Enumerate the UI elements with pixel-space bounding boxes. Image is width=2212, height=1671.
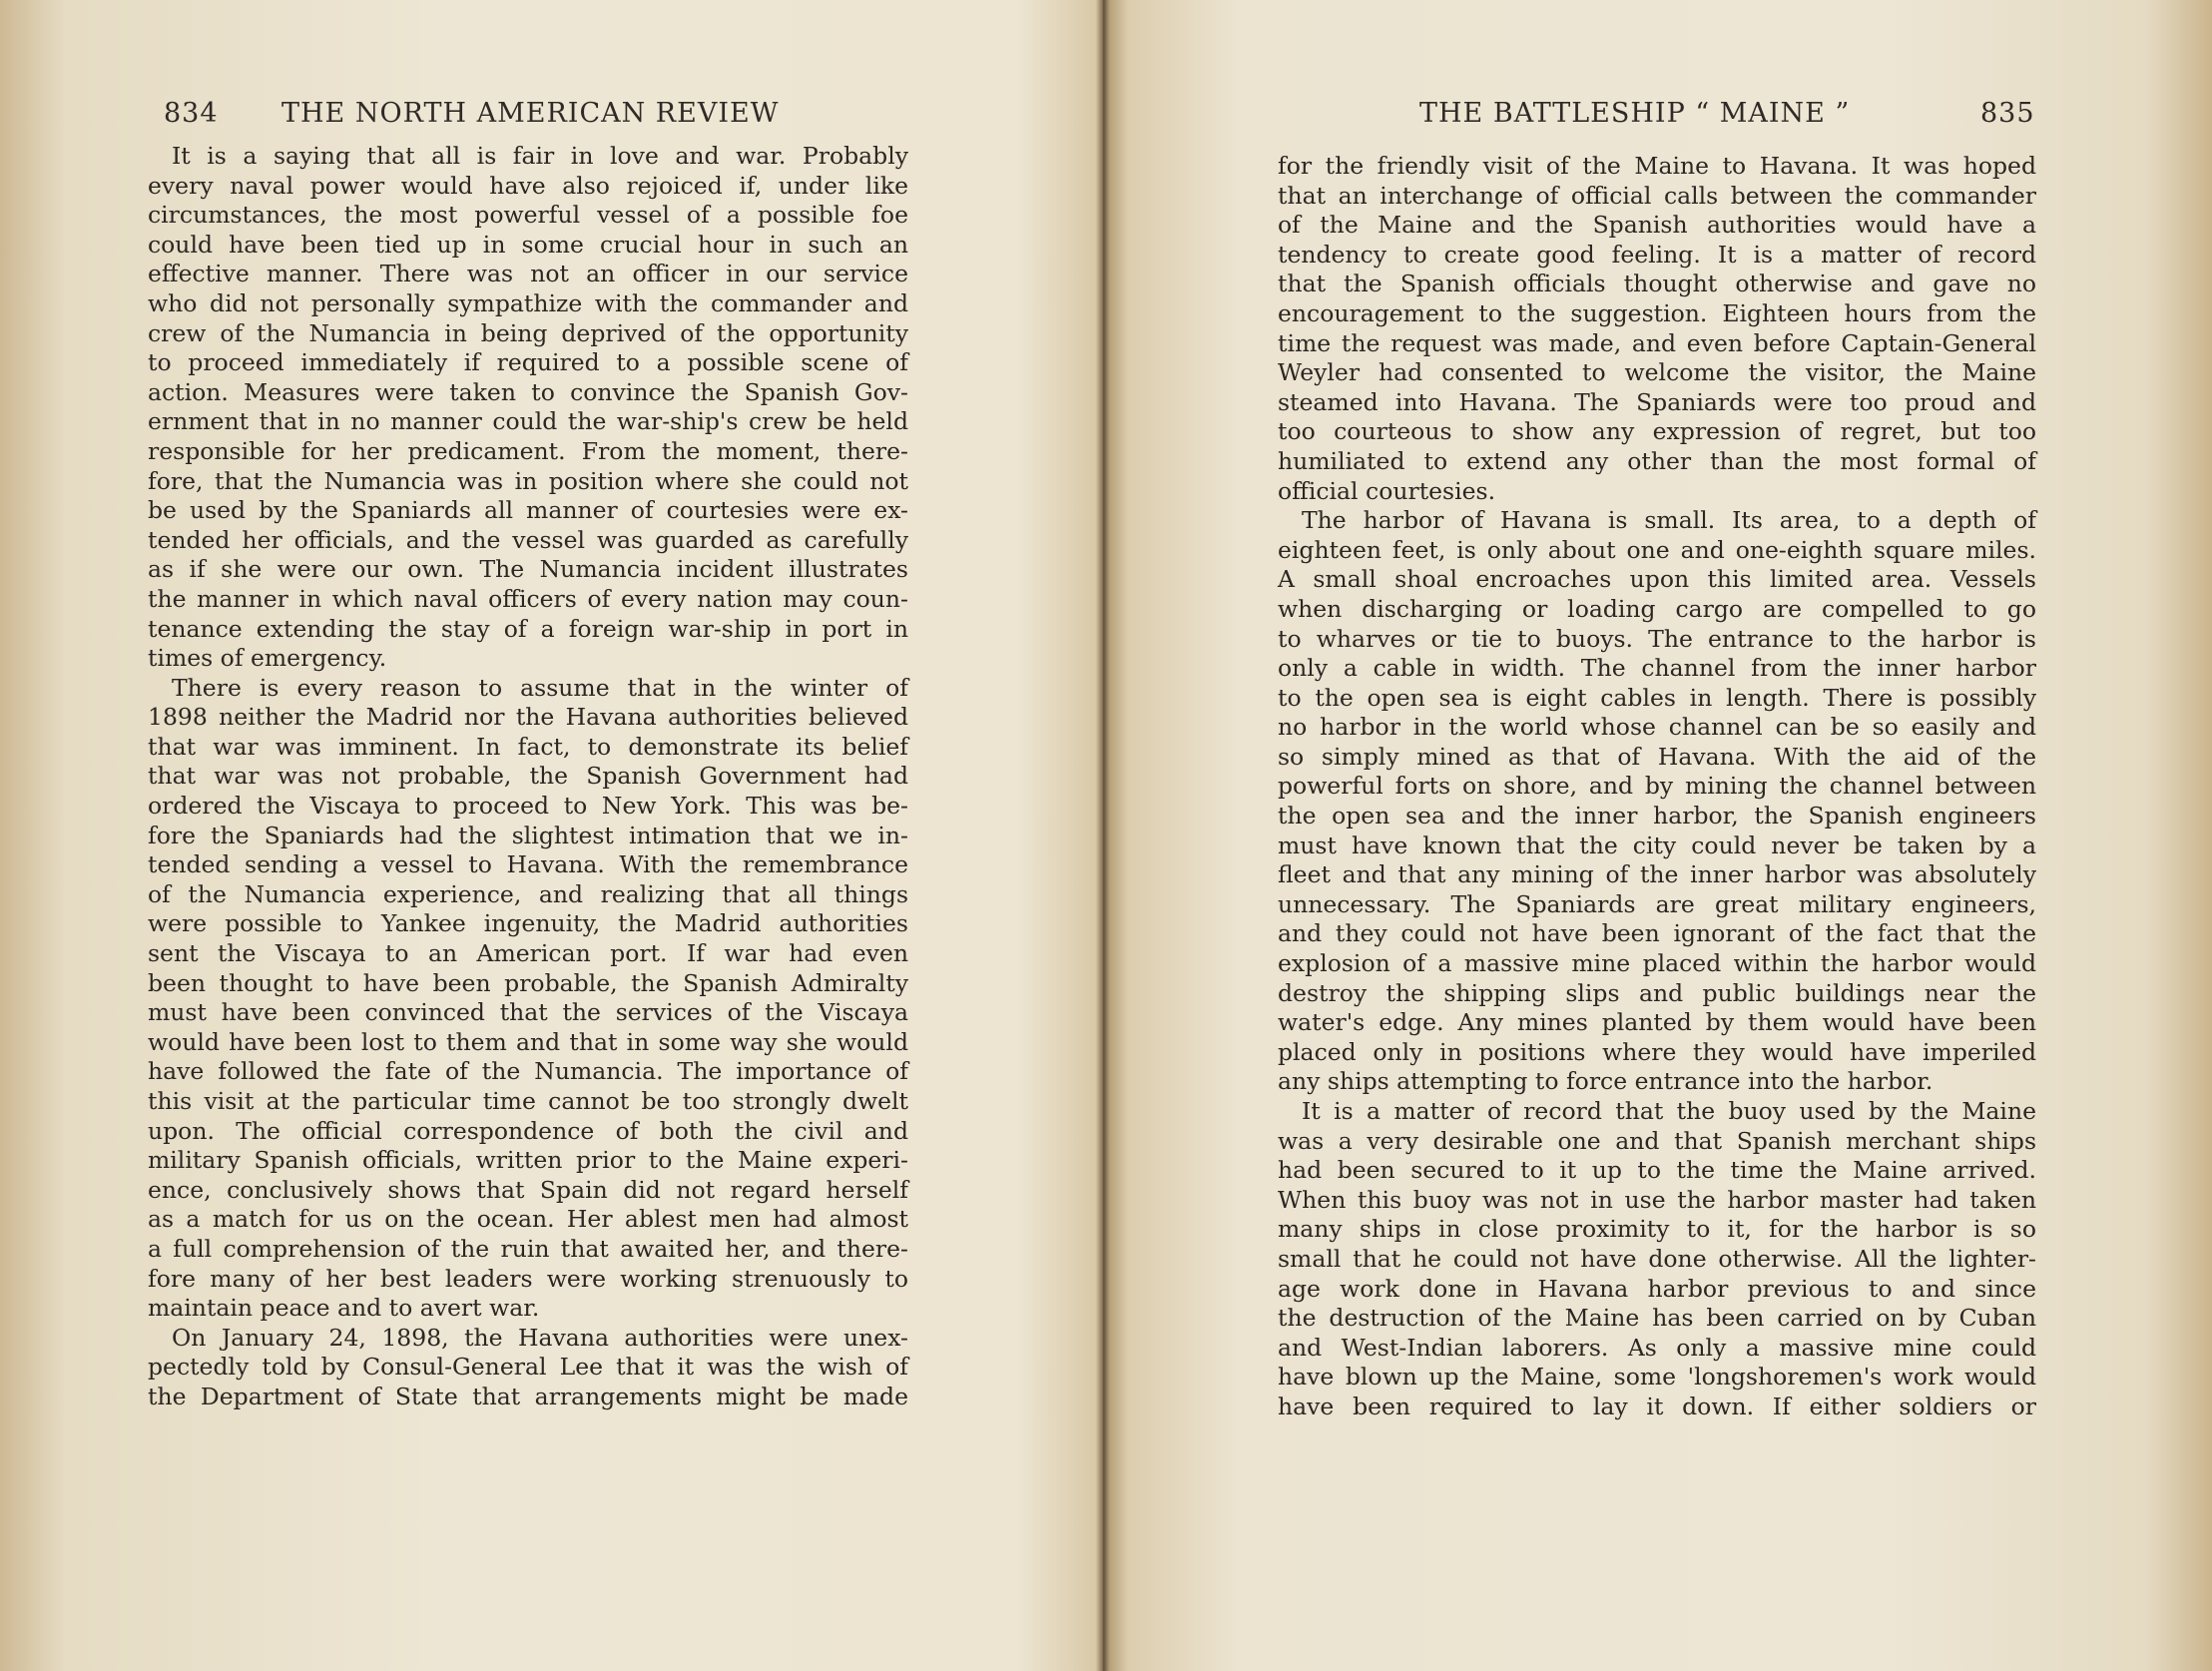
text-line: powerful forts on shore, and by mining the channel between: [1278, 772, 2036, 801]
text-line: sent the Viscaya to an American port. If war had even: [148, 939, 908, 968]
text-line: steamed into Havana. The Spaniards were too proud and: [1278, 387, 2036, 416]
text-line: On January 24, 1898, the Havana authorities were unex-: [172, 1323, 908, 1352]
text-line: and they could not have been ignorant of the fact that the: [1278, 919, 2036, 948]
text-line: of the Numancia experience, and realizing that all things: [148, 879, 908, 908]
body-text: [148, 142, 908, 1412]
text-line: military Spanish officials, written prior to the Maine experi-: [148, 1146, 908, 1175]
text-line: encouragement to the suggestion. Eighteen hours from the: [1278, 298, 2036, 327]
text-line: so simply mined as that of Havana. With the aid of the: [1278, 742, 2036, 771]
text-line: would have been lost to them and that in some way she would: [148, 1027, 908, 1056]
text-line: It is a matter of record that the buoy used by the Maine: [1302, 1097, 2036, 1125]
text-line: official courtesies.: [1278, 476, 1496, 505]
text-line: fore the Spaniards had the slightest intimation that we in-: [148, 821, 908, 849]
text-line: It is a saying that all is fair in love and war. Probably: [172, 142, 908, 170]
text-line: any ships attempting to force entrance into the harbor.: [1278, 1067, 1934, 1096]
text-line: were possible to Yankee ingenuity, the Madrid authorities: [148, 909, 908, 938]
text-line: many ships in close proximity to it, for the harbor is so: [1278, 1215, 2036, 1244]
text-line: tenance extending the stay of a foreign war-ship in port in: [148, 614, 908, 643]
text-line: could have been tied up in some crucial hour in such an: [148, 230, 908, 259]
text-line: the destruction of the Maine has been carried on by Cuban: [1278, 1304, 2036, 1333]
text-line: fore, that the Numancia was in position where she could not: [148, 466, 908, 495]
text-line: the manner in which naval officers of every nation may coun-: [148, 584, 908, 613]
text-line: time the request was made, and even before Captain-General: [1278, 328, 2036, 357]
text-line: circumstances, the most powerful vessel of a possible foe: [148, 201, 908, 230]
text-line: crew of the Numancia in being deprived of the opportunity: [148, 318, 908, 347]
text-line: humiliated to extend any other than the most formal of: [1278, 446, 2036, 475]
running-head: THE NORTH AMERICAN REVIEW: [281, 98, 780, 129]
text-line: had been secured to it up to the time the Maine arrived.: [1278, 1156, 2036, 1185]
text-line: that the Spanish officials thought otherwise and gave no: [1278, 270, 2036, 298]
text-line: A small shoal encroaches upon this limited area. Vessels: [1278, 565, 2036, 594]
text-line: ordered the Viscaya to proceed to New York. This was be-: [148, 792, 908, 821]
text-line: must have been convinced that the services of the Viscaya: [148, 998, 908, 1027]
text-line: to wharves or tie to buoys. The entrance to the harbor is: [1278, 624, 2036, 653]
text-line: as if she were our own. The Numancia incident illustrates: [148, 555, 908, 584]
text-line: be used by the Spaniards all manner of courtesies were ex-: [148, 496, 908, 525]
text-line: no harbor in the world whose channel can be so easily and: [1278, 713, 2036, 742]
text-line: When this buoy was not in use the harbor master had taken: [1278, 1185, 2036, 1214]
text-line: tended her officials, and the vessel was guarded as carefully: [148, 525, 908, 554]
text-line: for the friendly visit of the Maine to Havana. It was hoped: [1278, 152, 2036, 180]
text-line: fore many of her best leaders were working strenuously to: [148, 1264, 908, 1293]
text-line: maintain peace and to avert war.: [148, 1294, 540, 1323]
text-line: The harbor of Havana is small. Its area, to a depth of: [1302, 506, 2036, 535]
text-line: must have known that the city could never be taken by a: [1278, 831, 2036, 859]
body-text: [1278, 152, 2036, 1422]
text-line: have been required to lay it down. If either soldiers or: [1278, 1392, 2036, 1420]
text-line: that war was not probable, the Spanish Government had: [148, 762, 908, 791]
text-line: to proceed immediately if required to a possible scene of: [148, 348, 908, 377]
text-line: of the Maine and the Spanish authorities would have a: [1278, 211, 2036, 240]
text-line: fleet and that any mining of the inner harbor was absolutely: [1278, 860, 2036, 889]
page-number: 834: [164, 98, 219, 129]
text-line: to the open sea is eight cables in length. There is possibly: [1278, 683, 2036, 712]
text-line: effective manner. There was not an officer in our service: [148, 260, 908, 288]
text-line: ernment that in no manner could the war-ship's crew be held: [148, 407, 908, 436]
text-line: been thought to have been probable, the Spanish Admiralty: [148, 968, 908, 997]
text-line: responsible for her predicament. From the moment, there-: [148, 436, 908, 465]
text-line: action. Measures were taken to convince the Spanish Gov-: [148, 377, 908, 406]
text-line: placed only in positions where they would have imperiled: [1278, 1037, 2036, 1066]
text-line: when discharging or loading cargo are compelled to go: [1278, 594, 2036, 623]
text-line: the open sea and the inner harbor, the Spanish engineers: [1278, 802, 2036, 831]
running-head: THE BATTLESHIP “ MAINE ”: [1419, 98, 1851, 129]
text-line: eighteen feet, is only about one and one-eighth square miles.: [1278, 535, 2036, 564]
text-line: There is every reason to assume that in the winter of: [172, 673, 908, 702]
text-line: pectedly told by Consul-General Lee that it was the wish of: [148, 1353, 908, 1382]
text-line: unnecessary. The Spaniards are great military engineers,: [1278, 889, 2036, 918]
text-line: times of emergency.: [148, 644, 387, 673]
text-line: the Department of State that arrangements might be made: [148, 1382, 908, 1410]
text-line: 1898 neither the Madrid nor the Havana authorities believed: [148, 703, 908, 732]
text-line: ence, conclusively shows that Spain did not regard herself: [148, 1175, 908, 1204]
right-page: [1108, 0, 2212, 1671]
text-line: water's edge. Any mines planted by them would have been: [1278, 1008, 2036, 1037]
text-line: destroy the shipping slips and public buildings near the: [1278, 978, 2036, 1007]
text-line: a full comprehension of the ruin that awaited her, and there-: [148, 1234, 908, 1263]
text-line: tended sending a vessel to Havana. With the remembrance: [148, 850, 908, 879]
text-line: only a cable in width. The channel from the inner harbor: [1278, 654, 2036, 683]
text-line: as a match for us on the ocean. Her ablest men had almost: [148, 1205, 908, 1234]
text-line: have blown up the Maine, some 'longshoremen's work would: [1278, 1363, 2036, 1392]
text-line: explosion of a massive mine placed within the harbor would: [1278, 949, 2036, 978]
text-line: Weyler had consented to welcome the visitor, the Maine: [1278, 358, 2036, 387]
text-line: was a very desirable one and that Spanish merchant ships: [1278, 1126, 2036, 1155]
text-line: upon. The official correspondence of both the civil and: [148, 1116, 908, 1145]
text-line: age work done in Havana harbor previous to and since: [1278, 1274, 2036, 1303]
text-line: every naval power would have also rejoiced if, under like: [148, 171, 908, 200]
text-line: too courteous to show any expression of regret, but too: [1278, 417, 2036, 446]
text-line: that an interchange of official calls between the commander: [1278, 181, 2036, 210]
text-line: tendency to create good feeling. It is a matter of record: [1278, 240, 2036, 269]
text-line: this visit at the particular time cannot be too strongly dwelt: [148, 1087, 908, 1115]
text-line: who did not personally sympathize with the commander and: [148, 288, 908, 317]
text-line: and West-Indian laborers. As only a massive mine could: [1278, 1333, 2036, 1362]
page-number: 835: [1980, 98, 2035, 129]
left-page: [0, 0, 1103, 1671]
text-line: have followed the fate of the Numancia. The importance of: [148, 1057, 908, 1086]
text-line: that war was imminent. In fact, to demonstrate its belief: [148, 732, 908, 761]
text-line: small that he could not have done otherwise. All the lighter-: [1278, 1244, 2036, 1273]
